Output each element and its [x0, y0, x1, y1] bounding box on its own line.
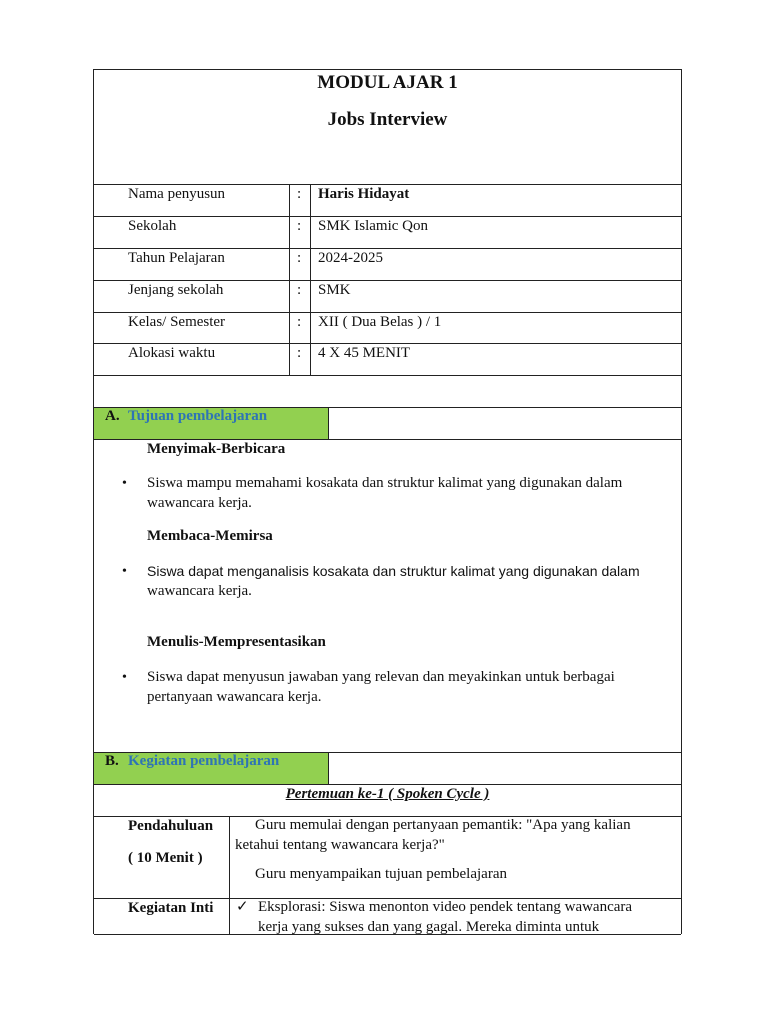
module-document [93, 69, 682, 934]
meeting-title: Pertemuan ke-1 ( Spoken Cycle ) [285, 786, 490, 802]
identity-separator: : [297, 186, 302, 202]
bullet-icon: • [122, 670, 127, 685]
identity-value: SMK [318, 282, 351, 298]
identity-label: Kelas/ Semester [128, 314, 226, 330]
activity-text: Guru menyampaikan tujuan pembelajaran [255, 866, 507, 882]
section-a-letter: A. [105, 408, 120, 424]
identity-value: SMK Islamic Qon [318, 218, 428, 234]
identity-label: Nama penyusun [128, 186, 226, 202]
identity-label: Jenjang sekolah [128, 282, 224, 298]
identity-separator: : [297, 345, 302, 361]
objective-text: Siswa dapat menganalisis kosakata dan struktur kalimat yang digunakan dalam wawancara kerja. [147, 563, 640, 599]
section-b-title: Kegiatan pembelajaran [128, 753, 280, 769]
identity-separator: : [297, 282, 302, 298]
activity-label: Pendahuluan [128, 818, 214, 834]
activity-label: Kegiatan Inti [128, 900, 214, 916]
objective-heading: Menulis-Mempresentasikan [147, 634, 326, 650]
identity-label: Sekolah [128, 218, 177, 234]
activity-duration: ( 10 Menit ) [128, 850, 203, 866]
activity-text: Eksplorasi: Siswa menonton video pendek tentang wawancara kerja yang sukses dan yang gagal. Mereka diminta untuk [258, 899, 633, 935]
objective-heading: Membaca-Memirsa [147, 528, 273, 544]
divider [94, 375, 681, 376]
divider [289, 184, 290, 375]
identity-value: XII ( Dua Belas ) / 1 [318, 314, 442, 330]
divider [94, 934, 681, 935]
divider [229, 816, 230, 935]
objective-heading: Menyimak-Berbicara [147, 441, 286, 457]
section-b-letter: B. [105, 753, 119, 769]
identity-separator: : [297, 218, 302, 234]
bullet-icon: • [122, 564, 127, 579]
objective-text: Siswa dapat menyusun jawaban yang relevan dan meyakinkan untuk berbagai pertanyaan wawancara kerja. [147, 669, 615, 705]
bullet-icon: • [122, 476, 127, 491]
objective-text: Siswa mampu memahami kosakata dan struktur kalimat yang digunakan dalam wawancara kerja. [147, 475, 623, 511]
identity-value: Haris Hidayat [318, 186, 410, 202]
identity-separator: : [297, 250, 302, 266]
identity-value: 4 X 45 MENIT [318, 345, 411, 361]
identity-label: Alokasi waktu [128, 345, 216, 361]
activity-text: Guru memulai dengan pertanyaan pemantik: "Apa yang kalian ketahui tentang wawancara kerja?" [235, 817, 631, 853]
identity-separator: : [297, 314, 302, 330]
divider [310, 184, 311, 375]
identity-value: 2024-2025 [318, 250, 383, 266]
identity-label: Tahun Pelajaran [128, 250, 225, 266]
module-subtitle: Jobs Interview [327, 109, 448, 130]
module-title: MODUL AJAR 1 [317, 72, 458, 93]
section-a-title: Tujuan pembelajaran [128, 408, 268, 424]
check-icon: ✓ [236, 899, 249, 915]
